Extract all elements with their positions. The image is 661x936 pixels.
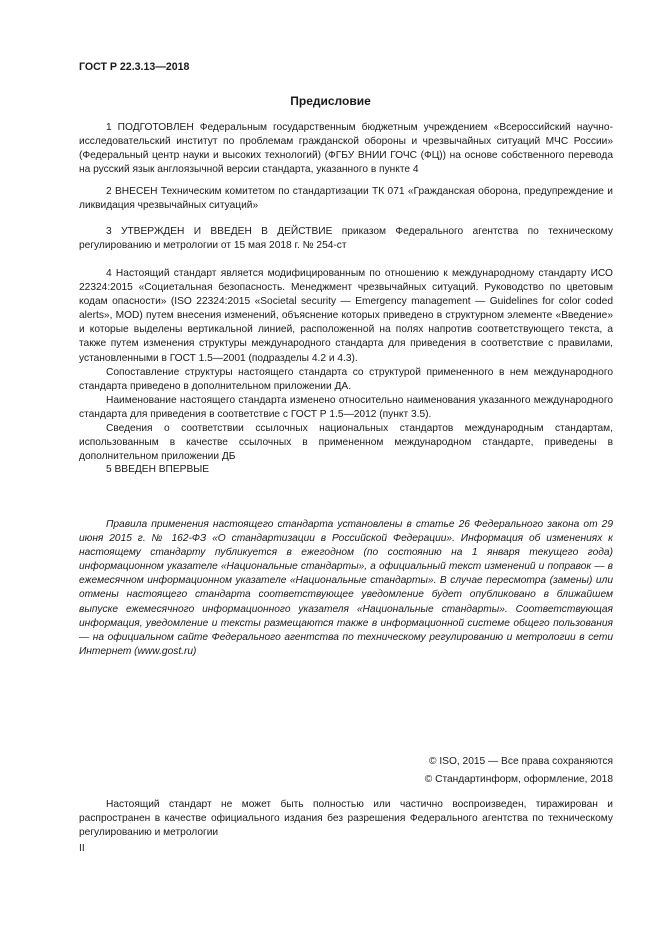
- preface-item-3: [79, 225, 613, 253]
- reproduction-notice-text: Настоящий стандарт не может быть полностью или частично воспроизведен, тиражирован и распространен в качестве официального издания без разрешения Федерального агентства по техническому регулированию и метрологии: [79, 799, 613, 839]
- preface-item-4-para-1: 4 Настоящий стандарт является модифицированным по отношению к международному стандарту ИСО 22324:2015 «Социетальная безопасность. Менеджмент чрезвычайных ситуаций. Руководство по цветовым кодам опасности» (ISO 22324:2015 «Societal security — Emergency management — Guidelines for color coded alerts», MOD) путем внесения изменений, объяснение которых приведено в структурном элементе «Введение» и которые выделены вертикальной линией, расположенной на полях напротив соответствующего текста, а также путем изменения структуры международного стандарта для приведения в соответствие с правилами, установленными в ГОСТ 1.5—2001 (подразделы 4.2 и 4.3).: [79, 268, 613, 364]
- preface-item-4-para-3: Наименование настоящего стандарта изменено относительно наименования указанного международного стандарта для приведения в соответствие с ГОСТ Р 1.5—2012 (пункт 3.5).: [79, 394, 613, 420]
- notice-text: Правила применения настоящего стандарта установлены в статье 26 Федерального закона от 29 июня 2015 г. № 162-ФЗ «О стандартизации в Российской Федерации». Информация об изменениях к настоящему стандарту публикуется в ежегодном (по состоянию на 1 января текущего года) информационном указателе «Национальные стандарты», а официальный текст изменений и поправок — в ежемесячном информационном указателе «Национальные стандарты». В случае пересмотра (замены) или отмены настоящего стандарта соответствующее уведомление будет опубликовано в ближайшем выпуске ежемесячного информационного указателя «Национальные стандарты». Соответствующая информация, уведомление и тексты размещаются также в информационной системе общего пользования — на официальном сайте Федерального агентства по техническому регулированию и метрологии в сети Интернет (www.gost.ru): [79, 519, 613, 657]
- preface-item-5: [79, 463, 613, 477]
- preface-item-5-text: 5 ВВЕДЕН ВПЕРВЫЕ: [106, 464, 210, 475]
- preface-item-4: [79, 267, 613, 464]
- reproduction-notice: [79, 798, 613, 840]
- standard-code-header: ГОСТ Р 22.3.13—2018: [79, 61, 190, 73]
- page-number: II: [79, 843, 85, 854]
- preface-item-3-text: 3 УТВЕРЖДЕН И ВВЕДЕН В ДЕЙСТВИЕ приказом Федерального агентства по техническому регулированию и метрологии от 15 мая 2018 г. № 254-ст: [79, 226, 613, 252]
- standard-application-notice: [79, 518, 613, 659]
- preface-item-4-para-4: Сведения о соответствии ссылочных национальных стандартов международным стандартам, использованным в качестве ссылочных в примененном международном стандарте, приведены в дополнительном приложении ДБ: [79, 423, 613, 463]
- preface-item-2: [79, 185, 613, 213]
- page-title: Предисловие: [290, 94, 371, 108]
- preface-item-2-text: 2 ВНЕСЕН Техническим комитетом по стандартизации ТК 071 «Гражданская оборона, предупреждение и ликвидация чрезвычайных ситуаций»: [79, 186, 613, 212]
- copyright-standartinform: © Стандартинформ, оформление, 2018: [424, 774, 613, 785]
- preface-item-4-para-2: Сопоставление структуры настоящего стандарта со структурой примененного в нем международного стандарта приведено в дополнительном приложении ДА.: [79, 366, 613, 392]
- preface-item-1-text: 1 ПОДГОТОВЛЕН Федеральным государственным бюджетным учреждением «Всероссийский научно-исследовательский институт по проблемам гражданской обороны и чрезвычайных ситуаций МЧС России» (Федеральный центр науки и высоких технологий) (ФГБУ ВНИИ ГОЧС (ФЦ)) на основе собственного перевода на русский язык англоязычной версии стандарта, указанного в пункте 4: [79, 122, 613, 176]
- preface-item-1: [79, 121, 613, 177]
- copyright-iso: © ISO, 2015 — Все права сохраняются: [429, 756, 613, 767]
